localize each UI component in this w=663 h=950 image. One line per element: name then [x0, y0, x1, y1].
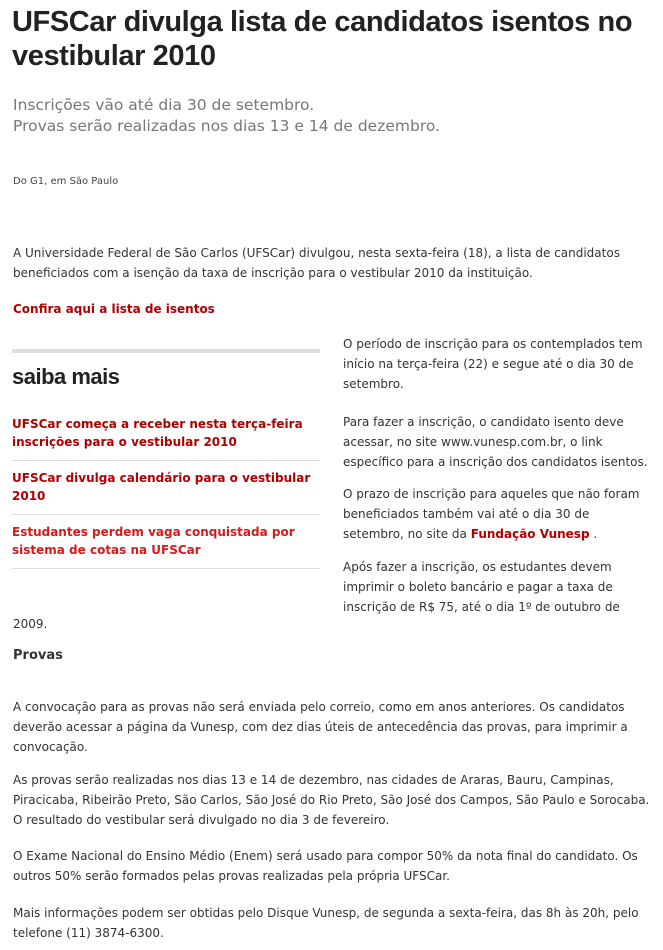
deadline-end: . — [593, 527, 598, 541]
deadline-text: O prazo de inscrição para aqueles que não foram beneficiados também vai até o dia 30 de setembro, no site da — [343, 487, 640, 541]
intro-paragraph: A Universidade Federal de São Carlos (UFSCar) divulgou, nesta sexta-feira (18), a lista de candidatos beneficiados com a isenção da taxa de inscrição para o vestibular 2010 da instituição. — [13, 246, 620, 280]
paragraph-deadline — [343, 484, 643, 544]
saiba-mais-separator — [12, 568, 320, 569]
saiba-mais-link-cotas[interactable]: Estudantes perdem vaga conquistada por sistema de cotas na UFSCar — [12, 525, 295, 557]
provas-paragraph-contato: Mais informações podem ser obtidas pelo Disque Vunesp, de segunda a sexta-feira, das 8h às 20h, pelo telefone (11) 3874-6300. — [13, 906, 639, 940]
article-title: UFSCar divulga lista de candidatos isentos no vestibular 2010 — [12, 6, 633, 72]
subtitle-line-1: Inscrições vão até dia 30 de setembro. — [13, 96, 315, 114]
paragraph-payment: Após fazer a inscrição, os estudantes devem imprimir o boleto bancário e pagar a taxa de inscrição de R$ 75, até o dia 1º de outubro de — [343, 560, 620, 614]
provas-heading: Provas — [13, 648, 63, 663]
saiba-mais-divider — [12, 349, 320, 353]
fundacao-vunesp-link[interactable]: Fundação Vunesp — [470, 527, 590, 541]
saiba-mais-title: saiba mais — [12, 364, 120, 389]
saiba-mais-link-calendario[interactable]: UFSCar divulga calendário para o vestibular 2010 — [12, 471, 311, 503]
article-subtitle — [13, 95, 653, 137]
paragraph-how-to: Para fazer a inscrição, o candidato isento deve acessar, no site www.vunesp.com.br, o link específico para a inscrição dos candidatos isentos. — [343, 415, 648, 469]
byline: Do G1, em São Paulo — [13, 176, 119, 187]
subtitle-line-2: Provas serão realizadas nos dias 13 e 14 de dezembro. — [13, 117, 440, 135]
provas-paragraph-convocacao: A convocação para as provas não será enviada pelo correio, como em anos anteriores. Os candidatos deverão acessar a página da Vunesp, com dez dias úteis de antecedência das provas, para imprimir a convocação. — [13, 700, 628, 754]
saiba-mais-separator — [12, 514, 320, 515]
saiba-mais-link-inscricoes[interactable]: UFSCar começa a receber nesta terça-feira inscrições para o vestibular 2010 — [12, 417, 303, 449]
isentos-list-link[interactable]: Confira aqui a lista de isentos — [13, 302, 215, 316]
saiba-mais-separator — [12, 460, 320, 461]
paragraph-payment-year: 2009. — [13, 617, 48, 631]
provas-paragraph-cidades: As provas serão realizadas nos dias 13 e 14 de dezembro, nas cidades de Araras, Bauru, Campinas, Piracicaba, Ribeirão Preto, São Carlos, São José do Rio Preto, São José dos Campos, São Paulo e Sorocaba. O resultado do vestibular será divulgado no dia 3 de fevereiro. — [13, 773, 650, 827]
paragraph-period: O período de inscrição para os contemplados tem início na terça-feira (22) e segue até o dia 30 de setembro. — [343, 337, 643, 391]
provas-paragraph-enem: O Exame Nacional do Ensino Médio (Enem) será usado para compor 50% da nota final do candidato. Os outros 50% serão formados pelas provas realizadas pela própria UFSCar. — [13, 849, 638, 883]
